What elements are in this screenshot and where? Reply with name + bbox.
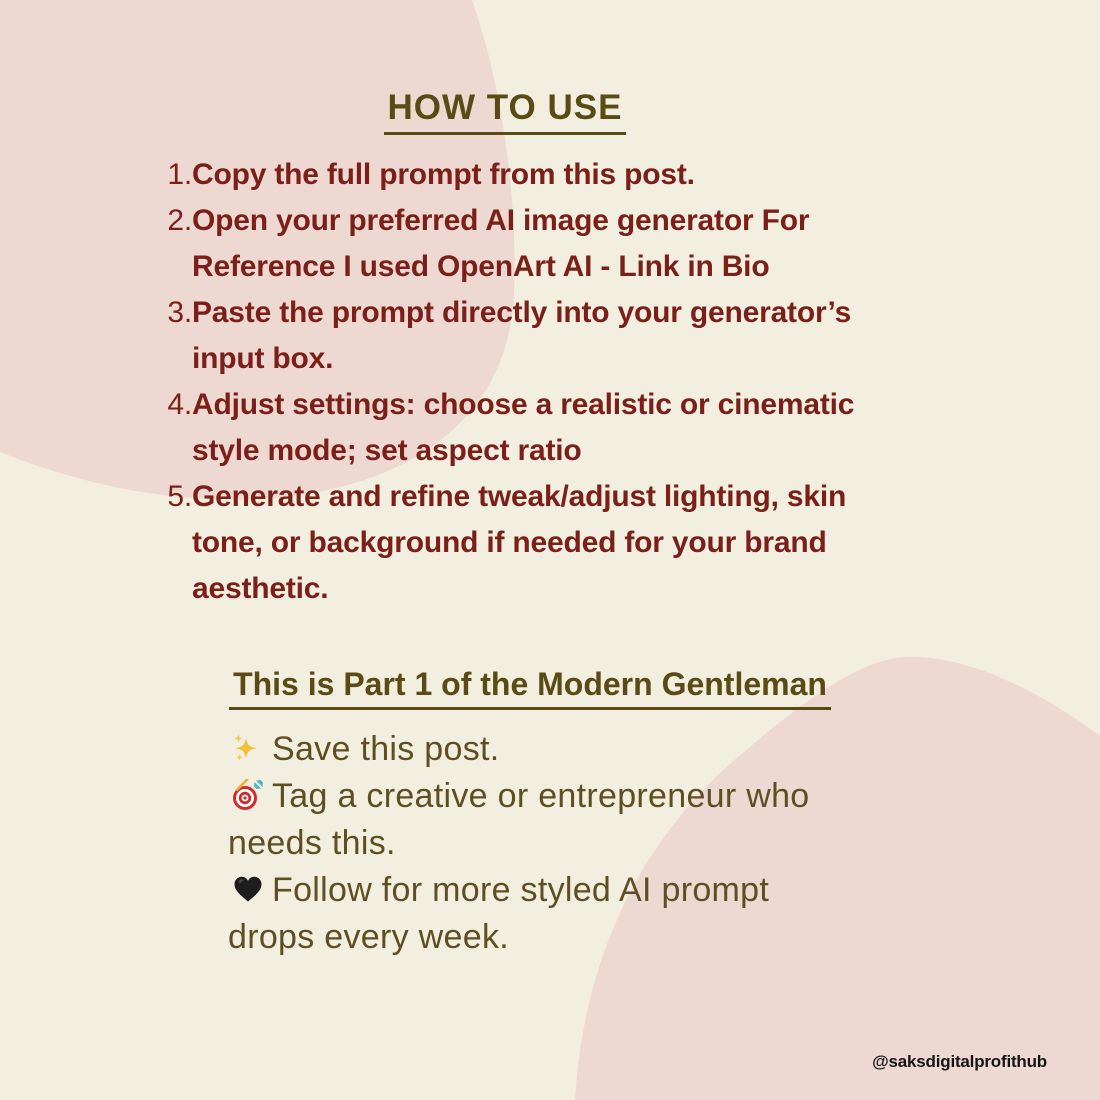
cta-line: [228, 867, 928, 914]
subheading-text: This is Part 1 of the Modern Gentleman: [229, 666, 831, 710]
step-text-line: Reference I used OpenArt AI - Link in Bio: [192, 250, 770, 283]
cta-block: [228, 726, 928, 961]
cta-line: drops every week.: [228, 918, 510, 956]
step-text-line: style mode; set aspect ratio: [192, 434, 582, 467]
cta-text-line: Follow for more styled AI prompt: [272, 871, 770, 909]
step-text-line: Generate and refine tweak/adjust lighting, skin: [192, 480, 847, 513]
cta-item-tag: [228, 773, 928, 867]
cta-text-line: Tag a creative or entrepreneur who: [272, 777, 810, 815]
page-title-text: HOW TO USE: [384, 89, 627, 135]
cta-item-save: [228, 726, 928, 773]
step-item-2: [156, 198, 1036, 290]
step-text-line: Copy the full prompt from this post.: [192, 158, 695, 191]
cta-line: [228, 726, 928, 773]
step-text: [192, 474, 1036, 612]
step-text: [192, 198, 1036, 290]
step-item-4: [156, 382, 1036, 474]
step-number: 5.: [167, 480, 192, 513]
step-text-line: Adjust settings: choose a realistic or cinematic: [192, 388, 855, 421]
step-text: [192, 382, 1036, 474]
step-text-line: Open your preferred AI image generator For: [192, 204, 810, 237]
watermark-handle: @saksdigitalprofithub: [872, 1052, 1047, 1071]
cta-line: needs this.: [228, 824, 396, 862]
step-number: 1.: [167, 158, 192, 191]
step-item-5: [156, 474, 1036, 612]
step-number: 2.: [167, 204, 192, 237]
step-number: 3.: [167, 296, 192, 329]
target-icon: [232, 779, 264, 811]
sparkles-icon: [232, 732, 264, 764]
step-text: [192, 152, 1036, 198]
step-text: [192, 290, 1036, 382]
steps-list: [156, 152, 1036, 612]
black-heart-icon: [232, 873, 264, 905]
step-text-line: input box.: [192, 342, 334, 375]
step-item-1: [156, 152, 1036, 198]
cta-line: [228, 773, 928, 820]
step-text-line: Paste the prompt directly into your generator’s: [192, 296, 852, 329]
subheading: [0, 666, 1060, 710]
step-number: 4.: [167, 388, 192, 421]
cta-text-line: Save this post.: [272, 730, 500, 768]
cta-item-follow: [228, 867, 928, 961]
step-text-line: tone, or background if needed for your brand: [192, 526, 827, 559]
step-text-line: aesthetic.: [192, 572, 329, 605]
page-title: [0, 89, 1010, 135]
step-item-3: [156, 290, 1036, 382]
